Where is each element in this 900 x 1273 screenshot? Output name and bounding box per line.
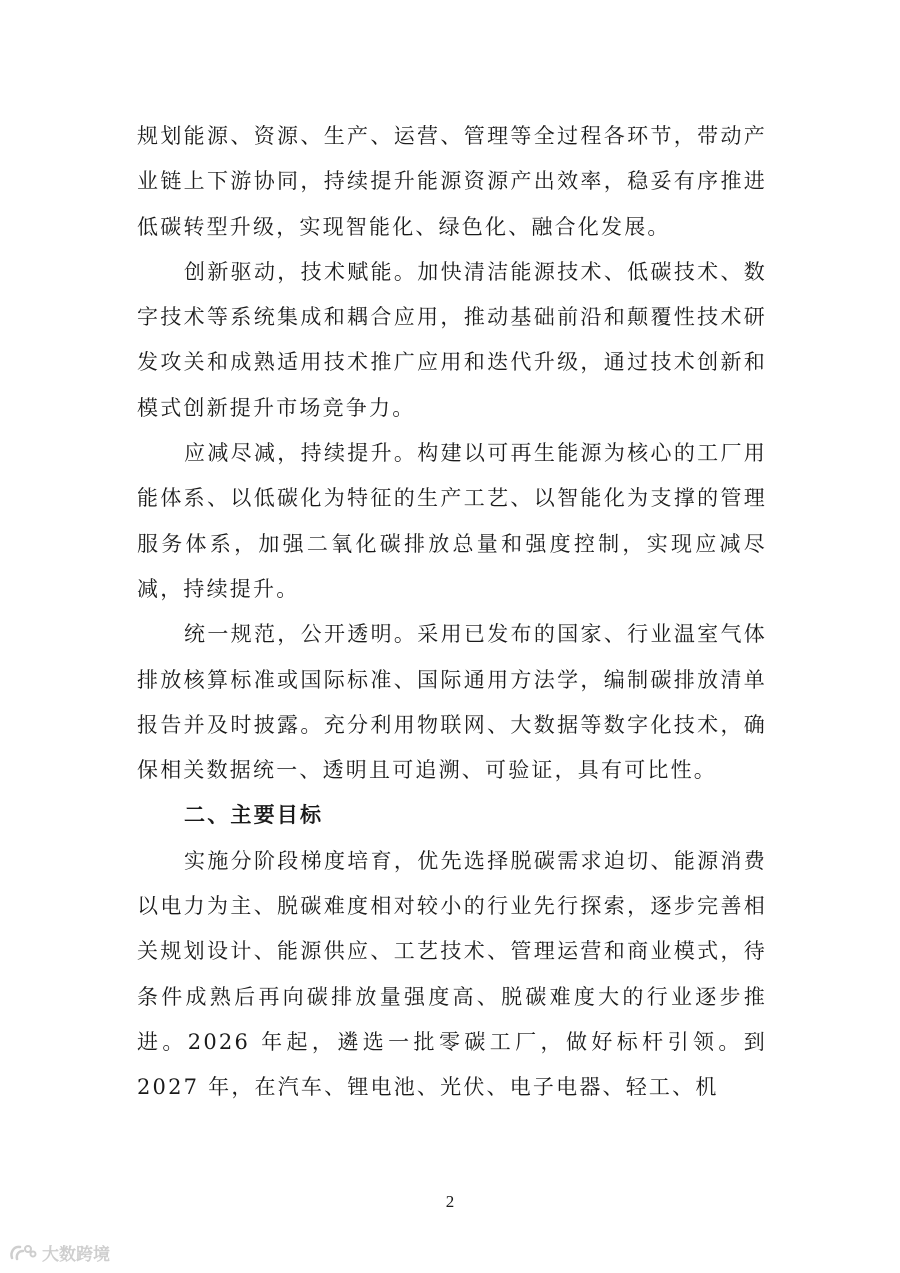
paragraph-standards — [137, 612, 767, 793]
logo-icon — [8, 1242, 38, 1264]
paragraph-text: 采用已发布的国家、行业温室气体排放核算标准或国际标准、国际通用方法学，编制碳排放清单报告并及时披露。充分利用物联网、大数据等数字化技术，确保相关数据统一、透明且可追溯、可验证，具有可比性。 — [137, 622, 767, 783]
paragraph-lead: 应减尽减，持续提升。 — [184, 441, 418, 466]
paragraph-reduction — [137, 431, 767, 612]
paragraph-goals — [137, 839, 767, 1111]
paragraph-lead: 统一规范，公开透明。 — [184, 622, 418, 647]
document-body — [137, 114, 767, 1111]
section-heading: 二、主要目标 — [184, 803, 324, 828]
paragraph-text: 构建以可再生能源为核心的工厂用能体系、以低碳化为特征的生产工艺、以智能化为支撑的管理服务体系，加强二氧化碳排放总量和强度控制，实现应减尽减，持续提升。 — [137, 441, 767, 601]
paragraph-text: 实施分阶段梯度培育，优先选择脱碳需求迫切、能源消费以电力为主、脱碳难度相对较小的行业先行探索，逐步完善相关规划设计、能源供应、工艺技术、管理运营和商业模式，待条件成熟后再向碳排放量强度高、脱碳难度大的行业逐步推进。2026 年起，遴选一批零碳工厂，做好标杆引领。到 2027 年，在汽车、锂电池、光伏、电子电器、轻工、机 — [137, 848, 767, 1100]
paragraph-intro — [137, 114, 767, 250]
paragraph-lead: 创新驱动，技术赋能。 — [184, 259, 418, 284]
paragraph-innovation — [137, 250, 767, 431]
paragraph-text: 加快清洁能源技术、低碳技术、数字技术等系统集成和耦合应用，推动基础前沿和颠覆性技术研发攻关和成熟适用技术推广应用和迭代升级，通过技术创新和模式创新提升市场竞争力。 — [137, 259, 767, 420]
watermark-text: 大数跨境 — [42, 1245, 110, 1265]
page-number: 2 — [445, 1192, 455, 1211]
watermark — [8, 1240, 110, 1265]
paragraph-text: 规划能源、资源、生产、运营、管理等全过程各环节，带动产业链上下游协同，持续提升能源资源产出效率，稳妥有序推进低碳转型升级，实现智能化、绿色化、融合化发展。 — [137, 124, 767, 239]
